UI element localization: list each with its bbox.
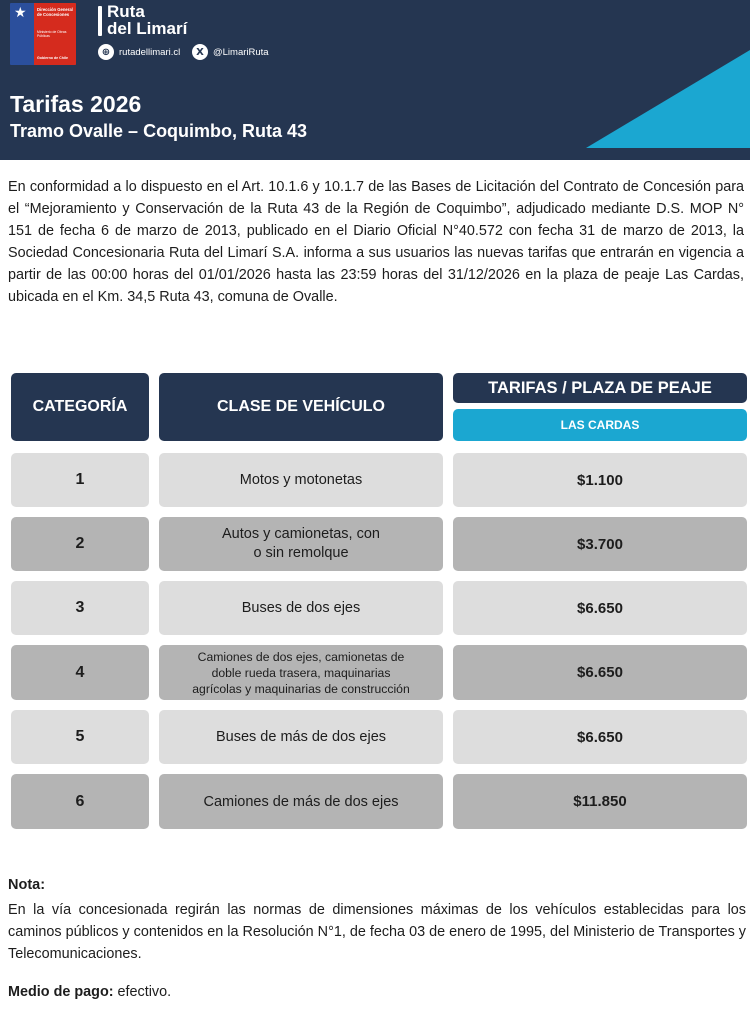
- row-5-price: $6.650: [453, 710, 747, 764]
- header-category: CATEGORÍA: [11, 373, 149, 441]
- header-plaza-las-cardas: LAS CARDAS: [453, 409, 747, 441]
- row-1-vehicle-line-1: Motos y motonetas: [239, 472, 363, 488]
- row-3-price: $6.650: [453, 581, 747, 635]
- row-5-vehicle-line-1: Buses de más de dos ejes: [215, 729, 387, 745]
- row-1-price: $1.100: [453, 453, 747, 507]
- brand-name: [107, 3, 187, 37]
- row-5-vehicle: [159, 710, 443, 764]
- row-2-vehicle: [159, 517, 443, 571]
- row-4-vehicle: [159, 645, 443, 700]
- row-2-category: 2: [11, 517, 149, 571]
- accent-triangle: [586, 50, 750, 148]
- row-4-category: 4: [11, 645, 149, 700]
- row-3-vehicle-line-1: Buses de dos ejes: [241, 600, 361, 616]
- payment-method: [8, 984, 171, 1000]
- twitter-link[interactable]: [192, 44, 269, 60]
- star-icon: ★: [14, 5, 27, 21]
- row-1-vehicle: [159, 453, 443, 507]
- website-link[interactable]: [98, 44, 180, 60]
- row-1-category: 1: [11, 453, 149, 507]
- intro-paragraph: En conformidad a lo dispuesto en el Art. 10.1.6 y 10.1.7 de las Bases de Licitación del Contrato de Concesión para el “Mejoramiento y Conservación de la Ruta 43 de la Región de Coquimbo”, adjudicado mediante D.S. MOP N° 151 de fecha 6 de marzo de 2013, publicado en el Diario Oficial N°40.572 con fecha 31 de marzo de 2013, la Sociedad Concesionaria Ruta del Limarí S.A. informa a sus usuarios las nuevas tarifas que entrarán en vigencia a partir de las 00:00 horas del 01/01/2026 hasta las 23:59 horas del 31/12/2026 en la plaza de peaje Las Cardas, ubicada en el Km. 34,5 Ruta 43, comuna de Ovalle.: [8, 179, 744, 305]
- brand-line-1: Ruta: [107, 2, 145, 21]
- row-6-category: 6: [11, 774, 149, 829]
- row-3-category: 3: [11, 581, 149, 635]
- row-2-vehicle-line-1: Autos y camionetas, con: [222, 526, 380, 542]
- payment-label: Medio de pago:: [8, 984, 114, 1000]
- globe-icon: ⊕: [98, 44, 114, 60]
- brand-line-2: del Limarí: [107, 19, 188, 38]
- row-4-vehicle-line-3: agrícolas y maquinarias de construcción: [192, 681, 410, 696]
- row-6-vehicle: [159, 774, 443, 829]
- note-title: Nota:: [8, 877, 46, 893]
- row-4-vehicle-line-2: doble rueda trasera, maquinarias: [211, 665, 391, 680]
- note-text: En la vía concesionada regirán las normas de dimensiones máximas de los vehículos establecidas para los caminos públicos y contenidos en la Resolución N°1, de fecha 03 de enero de 1995, del Ministerio de Transportes y Telecomunicaciones.: [8, 902, 746, 962]
- gov-logo-ministry: Ministerio de Obras Públicas: [37, 30, 67, 38]
- row-2-vehicle-line-2: o sin remolque: [253, 545, 349, 561]
- row-2-price: $3.700: [453, 517, 747, 571]
- gov-logo-title: Dirección General de Concesiones: [37, 7, 73, 17]
- twitter-handle: @LimariRuta: [213, 46, 269, 58]
- page-subtitle: Tramo Ovalle – Coquimbo, Ruta 43: [10, 121, 308, 141]
- gov-logo-footer: Gobierno de Chile: [37, 56, 68, 60]
- header-vehicle-class: CLASE DE VEHÍCULO: [159, 373, 443, 441]
- website-text: rutadellimari.cl: [119, 46, 181, 58]
- gov-logo: [10, 3, 76, 65]
- payment-value: efectivo.: [117, 984, 172, 1000]
- row-5-category: 5: [11, 710, 149, 764]
- row-3-vehicle: [159, 581, 443, 635]
- header-banner: [0, 0, 750, 160]
- page-title: Tarifas 2026: [10, 91, 142, 117]
- row-4-vehicle-line-1: Camiones de dos ejes, camionetas de: [197, 649, 405, 664]
- row-6-price: $11.850: [453, 774, 747, 829]
- x-twitter-icon: X: [192, 44, 208, 60]
- row-6-vehicle-line-1: Camiones de más de dos ejes: [203, 793, 399, 810]
- row-4-price: $6.650: [453, 645, 747, 700]
- brand-mark-icon: [98, 6, 102, 36]
- header-tariffs: TARIFAS / PLAZA DE PEAJE: [453, 373, 747, 403]
